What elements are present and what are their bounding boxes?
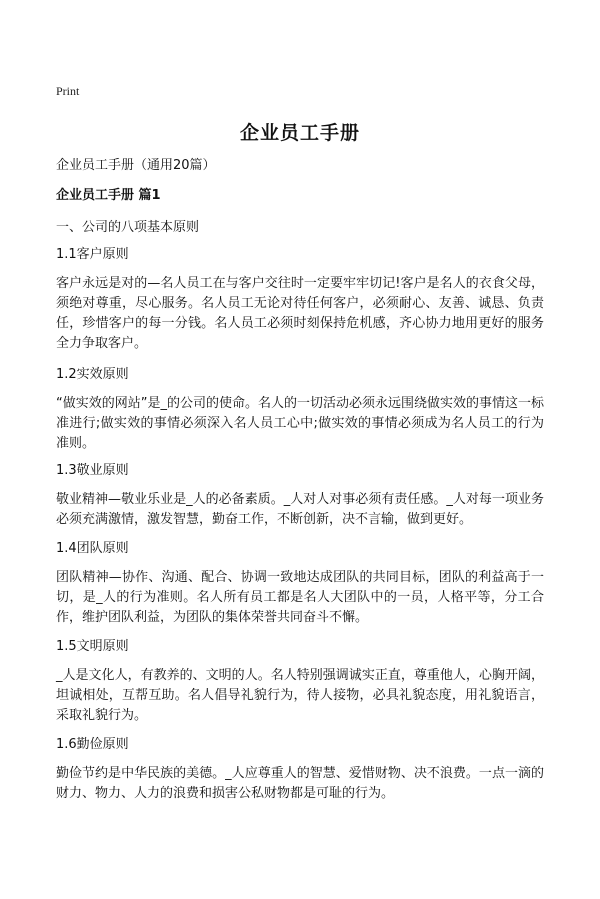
document-subtitle: 企业员工手册（通用20篇） [56, 158, 216, 173]
paragraph: 敬业精神—敬业乐业是_人的必备素质。_人对人对事必须有责任感。_人对每一项业务必须充满激情，激发智慧，勤奋工作，不断创新，决不言输，做到更好。 [56, 492, 544, 527]
sub-heading: 1.4团队原则 [56, 541, 129, 556]
section-frugality-principle [56, 736, 544, 804]
sub-heading: 1.3敬业原则 [56, 463, 129, 478]
print-label: Print [56, 84, 80, 98]
paragraph: 勤俭节约是中华民族的美德。_人应尊重人的智慧、爱惜财物、决不浪费。一点一滴的财力、物力、人力的浪费和损害公私财物都是可耻的行为。 [56, 766, 544, 801]
sub-heading: 1.1客户原则 [56, 247, 129, 262]
sub-heading: 1.2实效原则 [56, 367, 129, 382]
paragraph: 团队精神—协作、沟通、配合、协调一致地达成团队的共同目标，团队的利益高于一切，是_人的行为准则。名人所有员工都是名人大团队中的一员，人格平等，分工合作，维护团队利益，为团队的集体荣誉共同奋斗不懈。 [56, 570, 544, 625]
principles-heading: 一、公司的八项基本原则 [56, 220, 200, 235]
paragraph: “做实效的网站”是_的公司的使命。名人的一切活动必须永远围绕做实效的事情这一标准进行;做实效的事情必须深入名人员工心中;做实效的事情必须成为名人员工的行为准则。 [56, 396, 544, 451]
sub-heading: 1.6勤俭原则 [56, 737, 129, 752]
section-team-principle [56, 540, 544, 628]
paragraph: 客户永远是对的—名人员工在与客户交往时一定要牢牢切记!客户是名人的衣食父母，须绝对尊重，尽心服务。名人员工无论对待任何客户，必须耐心、友善、诚恳、负责任，珍惜客户的每一分钱。名人员工必须时刻保持危机感，齐心协力地用更好的服务全力争取客户。 [56, 276, 544, 351]
section-dedication-principle [56, 462, 544, 530]
sub-heading: 1.5文明原则 [56, 639, 129, 654]
paragraph: _人是文化人，有教养的、文明的人。名人特别强调诚实正直，尊重他人，心胸开阔，坦诚相处，互帮互助。名人倡导礼貌行为，待人接物，必具礼貌态度，用礼貌语言，采取礼貌行为。 [56, 668, 544, 723]
section-civility-principle [56, 638, 544, 726]
document-title: 企业员工手册 [239, 122, 360, 144]
section-customer-principle [56, 246, 544, 354]
section-effectiveness-principle [56, 366, 544, 454]
section-heading: 企业员工手册 篇1 [56, 188, 161, 203]
